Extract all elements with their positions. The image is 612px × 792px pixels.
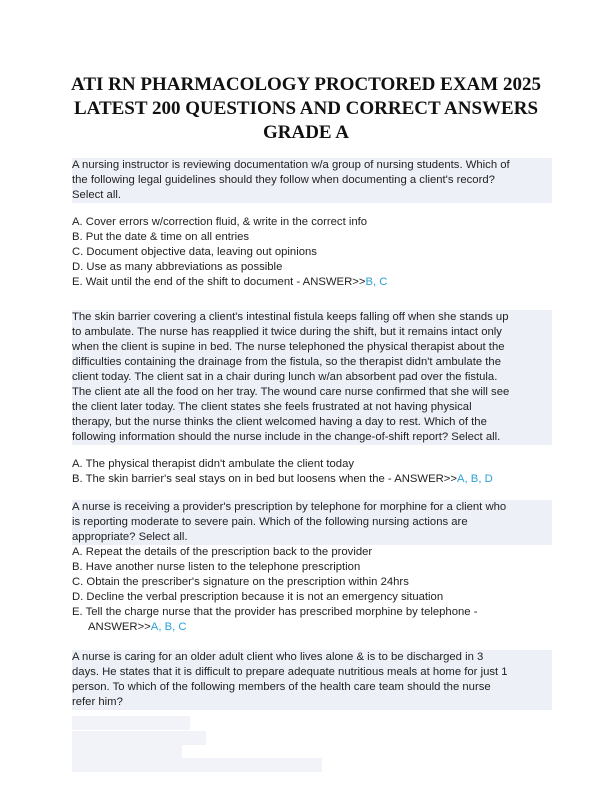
stem-line: appropriate? Select all. (72, 531, 188, 543)
stem-line: to ambulate. The nurse has reapplied it twice during the shift, but it remains intact only (72, 326, 502, 338)
option-b: B. Have another nurse listen to the telephone prescription (72, 561, 361, 573)
stem-line: A nurse is caring for an older adult client who lives alone & is to be discharged in 3 (72, 651, 484, 663)
stem-line: when the client is supine in bed. The nurse telephoned the physical therapist about the (72, 341, 505, 353)
option-a: A. Cover errors w/correction fluid, & write in the correct info (72, 216, 368, 228)
stem-line: refer him? (72, 696, 123, 708)
obscured-text-block (72, 731, 206, 745)
stem-line: the client later today. The client states she feels frustrated at not having physical (72, 401, 472, 413)
stem-line: Select all. (72, 189, 121, 201)
option-a: A. The physical therapist didn't ambulate the client today (72, 458, 355, 470)
question-2 (72, 310, 552, 487)
stem-line: the following legal guidelines should they follow when documenting a client's record? (72, 174, 495, 186)
stem-line: The skin barrier covering a client's intestinal fistula keeps falling off when she stands up (72, 311, 509, 323)
stem-line: difficulties containing the drainage from the fistula, so the therapist didn't ambulate the (72, 356, 501, 368)
stem-line: days. He states that it is difficult to prepare adequate nutritious meals at home for just 1 (72, 666, 508, 678)
question-1-stem (72, 158, 552, 203)
question-3 (72, 500, 552, 635)
answer-text: A, B, C (150, 621, 187, 633)
option-c: C. Obtain the prescriber's signature on the prescription within 24hrs (72, 576, 409, 588)
obscured-text-block (72, 745, 182, 759)
option-e-continued: ANSWER>>A, B, C (88, 621, 187, 633)
question-1-options (72, 215, 552, 290)
option-b: B. Put the date & time on all entries (72, 231, 250, 243)
stem-line: is reporting moderate to severe pain. Which of the following nursing actions are (72, 516, 468, 528)
stem-line: therapy, but the nurse thinks the client welcomed having a day to rest. Which of the (72, 416, 487, 428)
document-title (60, 73, 552, 145)
stem-line: A nurse is receiving a provider's prescription by telephone for morphine for a client who (72, 501, 507, 513)
question-2-options (72, 457, 552, 487)
option-a: A. Repeat the details of the prescription back to the provider (72, 546, 373, 558)
answer-text: A, B, D (456, 473, 493, 485)
option-e: E. Tell the charge nurse that the provider has prescribed morphine by telephone - (72, 606, 478, 618)
question-3-stem (72, 500, 552, 545)
question-3-options (72, 545, 552, 635)
stem-line: following information should the nurse include in the change-of-shift report? Select all. (72, 431, 501, 443)
answer-text: B, C (365, 276, 388, 288)
title-line-3: GRADE A (262, 122, 350, 143)
title-line-2: LATEST 200 QUESTIONS AND CORRECT ANSWERS (73, 98, 539, 119)
option-e: E. Wait until the end of the shift to document - ANSWER>>B, C (72, 276, 388, 288)
title-line-1: ATI RN PHARMACOLOGY PROCTORED EXAM 2025 (71, 74, 541, 95)
stem-line: A nursing instructor is reviewing documentation w/a group of nursing students. Which of (72, 159, 510, 171)
obscured-text-block (72, 758, 322, 772)
obscured-text-block (72, 716, 190, 730)
question-1 (72, 158, 552, 290)
stem-line: person. To which of the following members of the health care team should the nurse (72, 681, 491, 693)
stem-line: The client ate all the food on her tray. The wound care nurse confirmed that she will see (72, 386, 510, 398)
option-c: C. Document objective data, leaving out opinions (72, 246, 317, 258)
option-d: D. Use as many abbreviations as possible (72, 261, 283, 273)
stem-line: client today. The client sat in a chair during lunch w/an absorbent pad over the fistula. (72, 371, 498, 383)
question-2-stem (72, 310, 552, 445)
question-4 (72, 650, 552, 710)
option-d: D. Decline the verbal prescription because it is not an emergency situation (72, 591, 444, 603)
option-b: B. The skin barrier's seal stays on in bed but loosens when the - ANSWER>>A, B, D (72, 473, 493, 485)
question-4-stem (72, 650, 552, 710)
